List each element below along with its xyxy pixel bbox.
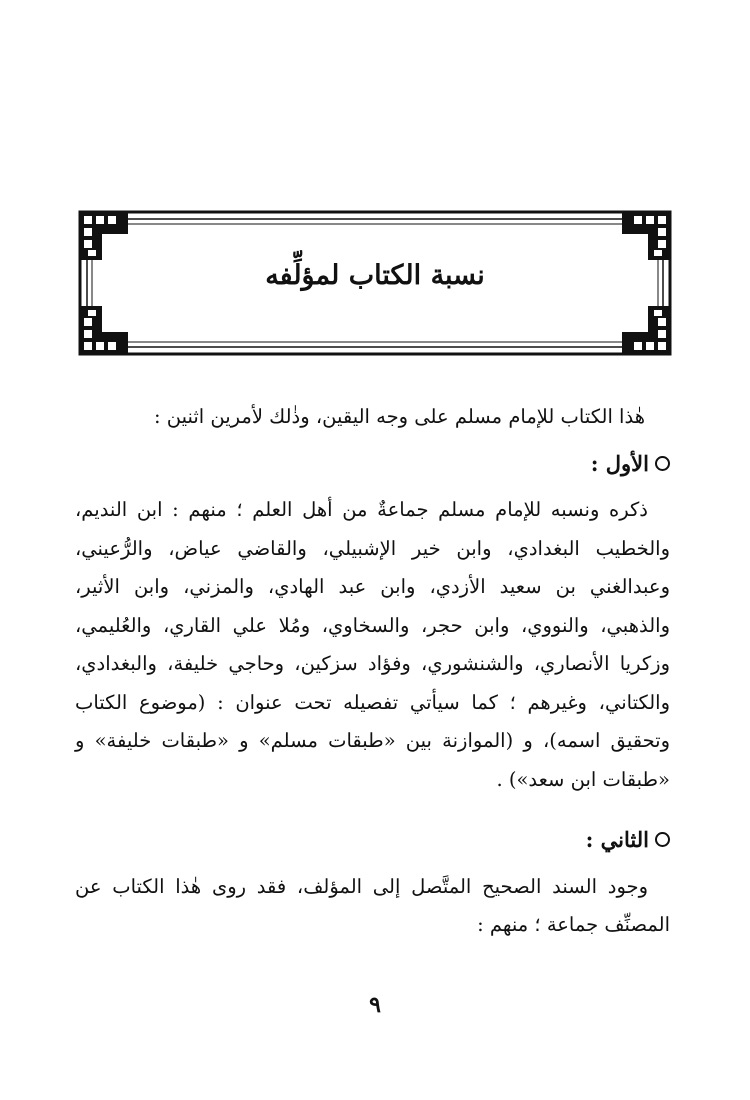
page-body [75, 398, 670, 945]
second-heading-text: الثاني : [585, 827, 649, 852]
section-title: نسبة الكتاب لمؤلِّفه [265, 260, 485, 291]
title-frame [78, 210, 672, 356]
first-heading [75, 445, 670, 484]
circle-bullet-icon [655, 832, 670, 847]
circle-bullet-icon [655, 456, 670, 471]
first-paragraph: ذكره ونسبه للإمام مسلم جماعةٌ من أهل العلم ؛ منهم : ابن النديم، والخطيب البغدادي، وابن خير الإشبيلي، والقاضي عياض، والرُّعيني، وعبدالغني بن سعيد الأزدي، وابن عبد الهادي، والمزني، وابن الأثير، والذهبي، والنووي، وابن حجر، والسخاوي، ومُلا علي القاري، والعُليمي، وزكريا الأنصاري، والشنشوري، وفؤاد سزكين، وحاجي خليفة، والبغدادي، والكتاني، وغيرهم ؛ كما سيأتي تفصيله تحت عنوان : (موضوع الكتاب وتحقيق اسمه)، و (الموازنة بين «طبقات مسلم» و «طبقات خليفة» و «طبقات ابن سعد») . [75, 498, 670, 791]
second-heading [75, 821, 670, 860]
first-heading-text: الأول : [590, 450, 649, 476]
page-number: ٩ [369, 992, 381, 1018]
second-paragraph: وجود السند الصحيح المتَّصل إلى المؤلف، فقد روى هٰذا الكتاب عن المصنِّف جماعة ؛ منهم : [75, 874, 670, 936]
intro-line: هٰذا الكتاب للإمام مسلم على وجه اليقين، وذٰلك لأمرين اثنين : [153, 405, 645, 428]
